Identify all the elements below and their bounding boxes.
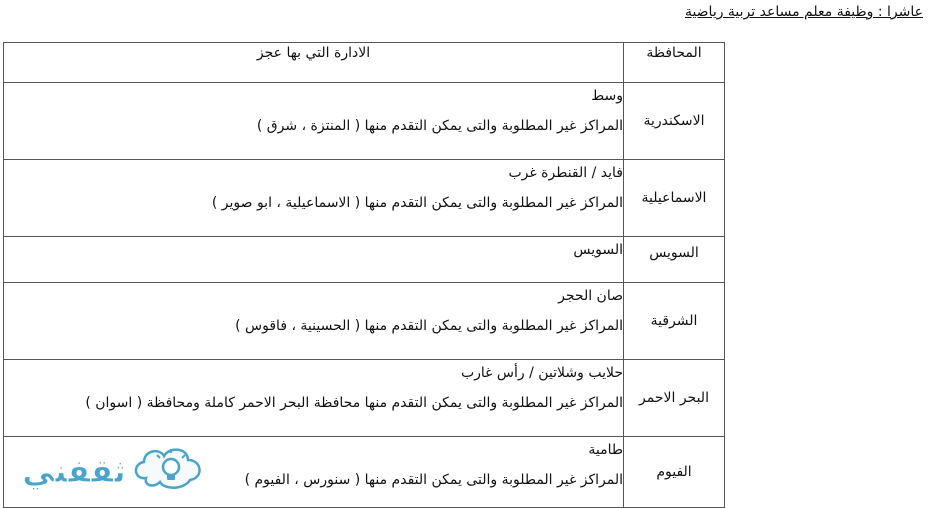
table-row bbox=[4, 360, 725, 437]
admin-name: صان الحجر bbox=[558, 288, 623, 304]
admin-cell bbox=[4, 160, 624, 237]
admin-note: المراكز غير المطلوبة والتى يمكن التقدم منها ( سنورس ، الفيوم ) bbox=[244, 472, 623, 488]
governorate-cell: الفيوم bbox=[624, 437, 725, 508]
admin-name: وسط bbox=[591, 88, 623, 104]
table-row bbox=[4, 83, 725, 160]
admin-note: المراكز غير المطلوبة والتى يمكن التقدم منها محافظة البحر الاحمر كاملة ومحافظة ( اسوان ) bbox=[85, 395, 623, 411]
governorate-cell: السويس bbox=[624, 237, 725, 283]
watermark-text: ثقفني bbox=[22, 452, 126, 490]
header-governorate: المحافظة bbox=[624, 43, 725, 83]
admin-name: السويس bbox=[573, 242, 623, 258]
header-admin: الادارة التي بها عجز bbox=[4, 43, 624, 83]
governorate-cell: الشرقية bbox=[624, 283, 725, 360]
table-row bbox=[4, 237, 725, 283]
admin-name: فايد / القنطرة غرب bbox=[508, 165, 623, 181]
table-header-row bbox=[4, 43, 725, 83]
admin-note: المراكز غير المطلوبة والتى يمكن التقدم منها ( الاسماعيلية ، ابو صوير ) bbox=[211, 195, 623, 211]
section-heading: عاشرا : وظيفة معلم مساعد تربية رياضية bbox=[684, 4, 923, 20]
table-row bbox=[4, 283, 725, 360]
admin-cell bbox=[4, 360, 624, 437]
admin-note: المراكز غير المطلوبة والتى يمكن التقدم منها ( المنتزة ، شرق ) bbox=[256, 118, 623, 134]
admin-note: المراكز غير المطلوبة والتى يمكن التقدم منها ( الحسينية ، فاقوس ) bbox=[235, 318, 623, 334]
lightbulb-icon bbox=[136, 449, 200, 488]
admin-name: حلايب وشلاتين / رأس غارب bbox=[460, 365, 623, 381]
admin-name: طامية bbox=[588, 442, 623, 458]
watermark-logo bbox=[14, 438, 209, 496]
admin-cell bbox=[4, 237, 624, 283]
admin-cell bbox=[4, 83, 624, 160]
table-row bbox=[4, 160, 725, 237]
governorate-cell: البحر الاحمر bbox=[624, 360, 725, 437]
governorate-cell: الاسماعيلية bbox=[624, 160, 725, 237]
admin-cell bbox=[4, 283, 624, 360]
governorate-cell: الاسكندرية bbox=[624, 83, 725, 160]
